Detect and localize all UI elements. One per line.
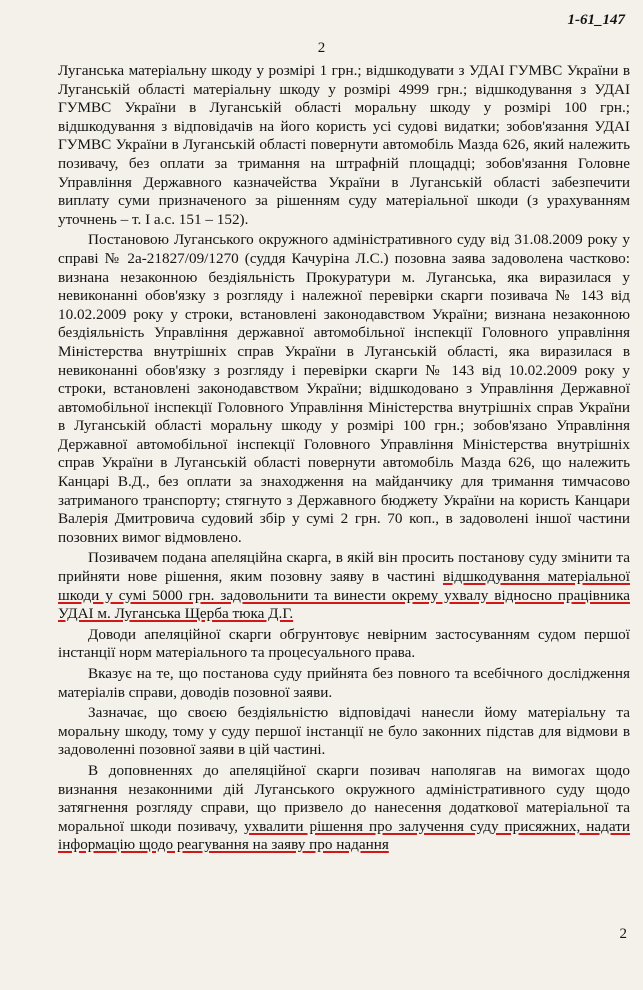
paragraph-grounds: Доводи апеляційної скарги обгрунтовує невірним застосуванням судом першої інстанції норм матеріального та процесуального права. bbox=[58, 625, 630, 662]
supplement-text: В доповненнях до апеляційної скарги позивач наполягав на вимогах щодо визнання незаконними дій Луганського окружного адміністративного суду щодо затягнення розгляду справи, що призвело до нанесення додаткової матеріальної та моральної шкоди позивачу, bbox=[58, 761, 630, 835]
document-body bbox=[58, 62, 630, 857]
paragraph-damage: Зазначає, що своєю бездіяльністю відповідачі нанесли йому матеріальну та моральну шкоду, тому у суду першої інстанції не було законних підстав для відмови в задоволенні позовної заяви в цій частині. bbox=[58, 704, 630, 759]
paragraph-claims-incomplete: Вказує на те, що постанова суду прийнята без повного та всебічного дослідження матеріалів справи, доводів позовної заяви. bbox=[58, 665, 630, 701]
paragraph-claims: Луганська матеріальну шкоду у розмірі 1 грн.; відшкодувати з УДАІ ГУМВС України в Луганській області матеріальну шкоду у розмірі 4999 грн.; відшкодування з УДАІ ГУМВС України в Луганській області моральну шкоду у розмірі 100 грн.; відшкодування з відповідачів на його користь усі судові видатки; зобов'язання УДАІ ГУМВС України в Луганській області повернути автомобіль Мазда 626, який належить позивачу, без оплати за тримання на штрафній площадці; зобов'язання Головне Управління Державного казначейства України в Луганській області забезпечити виплату суми призначеного за рішенням суду матеріальної шкоди (з урахуванням уточнень – т. І а.с. 151 – 152). bbox=[58, 62, 630, 228]
underlined-appeal-request: відшкодування матеріальної шкоди у сумі 5000 грн. задовольнити та винести окрему ухвалу відносно працівника УДАІ м. Луганська Щерба тюка Д.Г. bbox=[58, 568, 631, 623]
paragraph-ruling: Постановою Луганського окружного адміністративного суду від 31.08.2009 року у справі № 2а-21827/09/1270 (суддя Качуріна Л.С.) позовна заява задоволена частково: визнана незаконною бездіяльність Прокуратури м. Луганська, яка виразилася у невиконанні обов'язку з розгляду і належної перевірки скарги позивача № 143 від 10.02.2009 року у строки, встановлені законодавством України; визнана незаконною бездіяльність Управління державної автомобільної інспекції Головного управління Міністерства внутрішніх справ України в Луганській області, яка виразилася в невиконанні обов'язку з розгляду і перевірки скарги № 143 від 10.02.2009 року у строки, встановлені законодавством України; відшкодовано з Управління Державної автомобільної інспекції Головного Управління Міністерства внутрішніх справ України в Луганській області моральну шкоду у розмірі 100 грн.; зобов'язано Управління Державної автомобільної інспекції Головного Управління Міністерства внутрішніх справ України в Луганській області повернути автомобіль Мазда 626, що належить Канцарі В.Д., без оплати за знаходження на майданчику для тримання тимчасово затриманого транспорту; стягнуто з Державного бюджету України на користь Канцари Валерія Дмитровича судовий збір у сумі 2 грн. 70 коп., в задоволені іншої частини позовних вимог відмовлено. bbox=[58, 231, 630, 546]
page-number-bottom: 2 bbox=[619, 926, 627, 942]
paragraph-appeal bbox=[58, 549, 630, 623]
underlined-supplement-request: ухвалити рішення про залучення суду присяжних, надати інформацію щодо реагування на заяву про надання bbox=[58, 817, 631, 854]
page-number-top: 2 bbox=[317, 40, 326, 56]
case-number: 1-61_147 bbox=[567, 12, 625, 28]
appeal-text: Позивачем подана апеляційна скарга, в якій він просить постанову суду змінити та прийняти нове рішення, яким позовну заяву в частині bbox=[58, 549, 630, 586]
paragraph-supplement bbox=[58, 762, 630, 855]
